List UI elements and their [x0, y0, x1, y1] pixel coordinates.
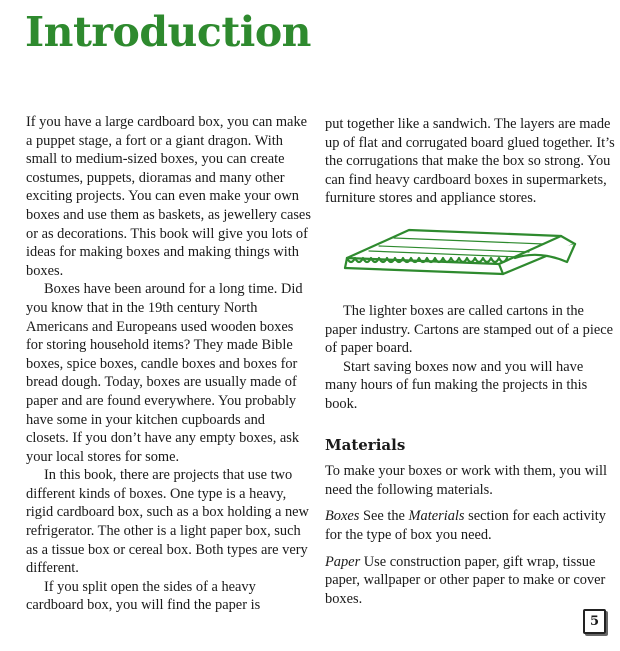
- boxes-text-em: Materials: [408, 508, 465, 525]
- paragraph-start-saving: Start saving boxes now and you will have many hours of fun making the projects in this book.: [325, 358, 588, 412]
- paragraph-sandwich: put together like a sandwich. The layers are made up of flat and corrugated board glued together. It’s the corrugations that make the box so strong. You can find heavy cardboard boxes in supermarkets, furniture stores and appliance stores.: [325, 116, 615, 207]
- paper-term: Paper: [325, 553, 361, 570]
- boxes-text-a: See the: [359, 508, 409, 525]
- materials-intro: To make your boxes or work with them, you will need the following materials.: [325, 463, 607, 498]
- materials-item-paper: [325, 553, 617, 609]
- paper-text: Use construction paper, gift wrap, tissue paper, wallpaper or other paper to make or cover boxes.: [325, 553, 606, 607]
- left-column: [26, 113, 311, 615]
- materials-heading: Materials: [325, 435, 406, 454]
- page-number-badge: 5: [583, 609, 606, 634]
- paragraph-box-types: In this book, there are projects that use two different kinds of boxes. One type is a heavy, rigid cardboard box, such as a box holding a new refrigerator. The other is a light paper box, such as a tissue box or cereal box. Both types are very different.: [26, 467, 309, 577]
- right-column: [325, 115, 617, 608]
- paragraph-split-open: If you split open the sides of a heavy cardboard box, you will find the paper is: [26, 578, 261, 614]
- boxes-term: Boxes: [325, 508, 360, 525]
- page-title: Introduction: [25, 8, 311, 56]
- paragraph-cartons: The lighter boxes are called cartons in the paper industry. Cartons are stamped out of a piece of paper board.: [325, 302, 613, 357]
- materials-item-boxes: [325, 507, 617, 544]
- corrugated-cardboard-illustration: [339, 222, 589, 290]
- paragraph-intro: If you have a large cardboard box, you can make a puppet stage, a fort or a giant dragon. With small to medium-sized boxes, you can create costumes, puppets, dioramas and many other exciting projects. You can even make your own boxes and use them as baskets, as jewellery cases or as decorations. This book will give you lots of ideas for making boxes and making things with boxes.: [26, 114, 311, 279]
- paragraph-history: Boxes have been around for a long time. Did you know that in the 19th century North Americans and Europeans used wooden boxes for storing household items? They made Bible boxes, spice boxes, candle boxes and boxes for bread dough. Today, boxes are usually made of paper and are found everywhere. You probably have some in your kitchen cupboards and closets. If you don’t have any empty boxes, ask your local stores for some.: [26, 281, 303, 465]
- boxes-text-b: section for each activity for the type of box you need.: [325, 508, 606, 543]
